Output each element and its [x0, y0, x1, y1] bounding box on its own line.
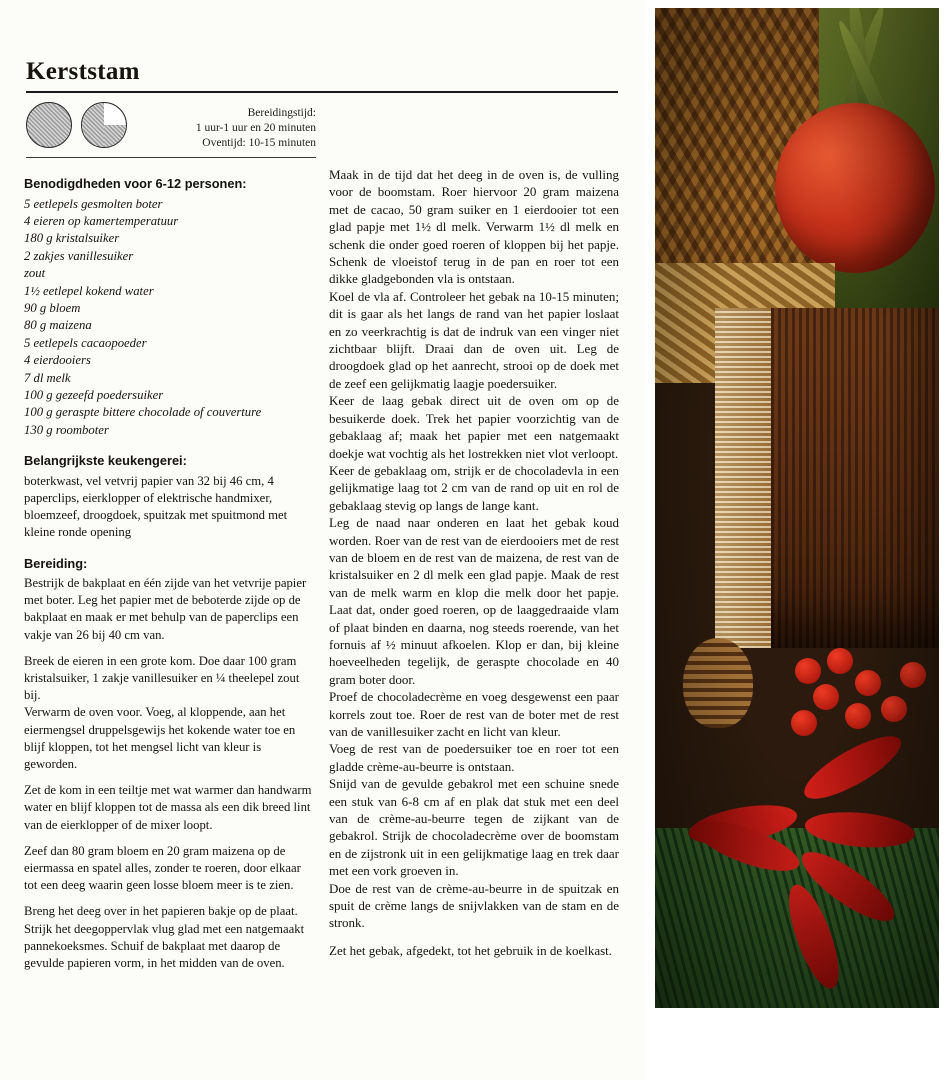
paragraph: Breek de eieren in een grote kom. Doe daar 100 gram kristalsuiker, 1 zakje vanillesuiker en ¼ theelepel zout bij.: [24, 653, 300, 703]
paragraph: Koel de vla af. Controleer het gebak na 10-15 minuten; dit is gaar als het langs de rand van het papier loslaat en zo veerkrachtig is dat de indruk van een vinger niet zichtbaar blijft. Draai dan de oven uit. Leg de droogdoek glad op het aanrecht, strooi op de doek met de zeef een gelijkmatig laagje poedersuiker.: [329, 288, 619, 391]
ingredients-heading: Benodigdheden voor 6-12 personen:: [24, 176, 247, 191]
list-item: 130 g roomboter: [24, 422, 109, 437]
oven-time-dial-icon: [81, 102, 127, 148]
right-column: [329, 166, 619, 959]
paragraph: Breng het deeg over in het papieren bakje op de plaat.: [24, 904, 298, 919]
list-item: 7 dl melk: [24, 370, 71, 385]
list-item: 100 g gezeefd poedersuiker: [24, 387, 164, 402]
list-item: 100 g geraspte bittere chocolade of couverture: [24, 405, 262, 420]
equipment-text: boterkwast, vel vetvrij papier van 32 bij 46 cm, 4 paperclips, eierklopper of elektrische handmixer, bloemzeef, droogdoek, spuitzak met spuitmond met kleine ronde opening: [24, 473, 288, 540]
timing-dials: [26, 100, 127, 148]
list-item: 2 zakjes vanillesuiker: [24, 248, 134, 263]
oven-time-label: Oventijd: 10-15 minuten: [202, 137, 316, 149]
list-item: 5 eetlepels gesmolten boter: [24, 196, 163, 211]
paragraph: Strijk het deegoppervlak vlug glad met een natgemaakt pannekoeksmes. Schuif de bakplaat met daarop de gevulde papieren vorm, in het midden van de oven.: [24, 921, 305, 971]
list-item: 1½ eetlepel kokend water: [24, 283, 154, 298]
recipe-columns: [24, 166, 619, 972]
list-item: 4 eieren op kamertemperatuur: [24, 213, 179, 228]
kerststam-photo: [655, 8, 939, 1008]
list-item: 180 g kristalsuiker: [24, 231, 120, 246]
paragraph: Voeg de rest van de poedersuiker toe en roer tot een gladde crème-au-beurre is ontstaan.: [329, 741, 619, 774]
prep-time-value: 1 uur-1 uur en 20 minuten: [195, 122, 316, 134]
page-title: Kerststam: [26, 58, 140, 85]
list-item: 80 g maizena: [24, 318, 92, 333]
photo-vignette: [655, 8, 939, 1008]
preparation-body: [24, 575, 314, 972]
paragraph: Proef de chocoladecrème en voeg desgewenst een paar korrels zout toe. Roer de rest van de boter met de rest van de vanillesuiker zacht en licht van kleur.: [329, 689, 619, 739]
left-column: [24, 166, 314, 972]
timing-divider: [26, 157, 316, 158]
timing-block: [26, 100, 316, 157]
paragraph: Leg de naad naar onderen en laat het gebak koud worden. Roer van de rest van de eierdooiers met de rest van de bloem en de rest van de maizena, de rest van de kristalsuiker en 2 dl melk een glad papje. Maak de rest van de melk warm en klop die melk door het papje. Laat dat, onder goed roeren, op de laaggedraaide vlam of plaat binden en daarna, nog steeds roerende, van het fornuis af ½ minuut afkoelen. Klop er dan, bij kleine hoeveelheden tegelijk, de geraspte chocolade en 40 gram boter door.: [329, 515, 619, 687]
paragraph: Snijd van de gevulde gebakrol met een schuine snede een stuk van 6-8 cm af en plak dat stuk met een deel van de crème-au-beurre tegen de zijkant van de gebakrol. Strijk de chocoladecrème over de boomstam en de zijstronk uit in een gelijkmatige laag en trek daar met een vork groeven in.: [329, 776, 619, 879]
paragraph: Zet het gebak, afgedekt, tot het gebruik in de koelkast.: [329, 942, 613, 958]
paragraph: Maak in de tijd dat het deeg in de oven is, de vulling voor de boomstam. Roer hiervoor 20 gram maizena met de cacao, 50 gram suiker en 1 eierdooier tot een glad papje met 1½ dl melk. Verwarm 1½ dl melk en schenk die onder goed roeren of kloppen bij het papje. Schenk de vloeistof terug in de pan en roer tot een dikke gladgebonden vla is ontstaan.: [329, 167, 619, 287]
paragraph: Bestrijk de bakplaat en één zijde van het vetvrije papier met boter. Leg het papier met de beboterde zijde op de bakplaat en maak er met behulp van de paperclips een vakje van 26 bij 40 cm van.: [24, 576, 307, 642]
list-item: 4 eierdooiers: [24, 353, 91, 368]
preparation-heading: Bereiding:: [24, 555, 88, 571]
ingredients-list: [24, 196, 314, 440]
list-item: zout: [24, 266, 46, 281]
timing-text: [196, 100, 316, 151]
paragraph: Doe de rest van de crème-au-beurre in de spuitzak en spuit de crème langs de snijvlakken van de stam en de stronk.: [329, 880, 619, 931]
paragraph: Keer de laag gebak direct uit de oven om op de besuikerde doek. Trek het papier voorzichtig van de gebaklaag af; maak het papier met een natgemaakt doekje wat vochtig als het lostrekken niet vlot verloopt.: [329, 393, 619, 461]
photo-page: [645, 0, 952, 1080]
paragraph: Keer de gebaklaag om, strijk er de chocoladevla in een gelijkmatige laag tot 2 cm van de rand op uit en rol de gebaklaag stevig op langs de lange kant.: [329, 462, 619, 513]
title-divider: [26, 91, 618, 93]
paragraph: Zeef dan 80 gram bloem en 20 gram maizena op de eiermassa en spatel alles, zonder te roeren, door elkaar tot een deeg waarin geen losse bloem meer is te zien.: [24, 843, 301, 893]
paragraph: Verwarm de oven voor. Voeg, al kloppende, aan het eiermengsel druppelsgewijs het kokende water toe en blijf kloppen, tot het mengsel licht van kleur is geworden.: [24, 705, 296, 772]
equipment-heading: Belangrijkste keukengerei:: [24, 453, 187, 469]
list-item: 90 g bloem: [24, 300, 81, 315]
list-item: 5 eetlepels cacaopoeder: [24, 335, 147, 350]
paragraph: Zet de kom in een teiltje met wat warmer dan handwarm water en blijf kloppen tot de massa als een dik breed lint van de eierklopper of de mixer loopt.: [24, 783, 312, 832]
prep-time-label: Bereidingstijd:: [247, 107, 316, 119]
prep-time-dial-icon: [26, 102, 72, 148]
